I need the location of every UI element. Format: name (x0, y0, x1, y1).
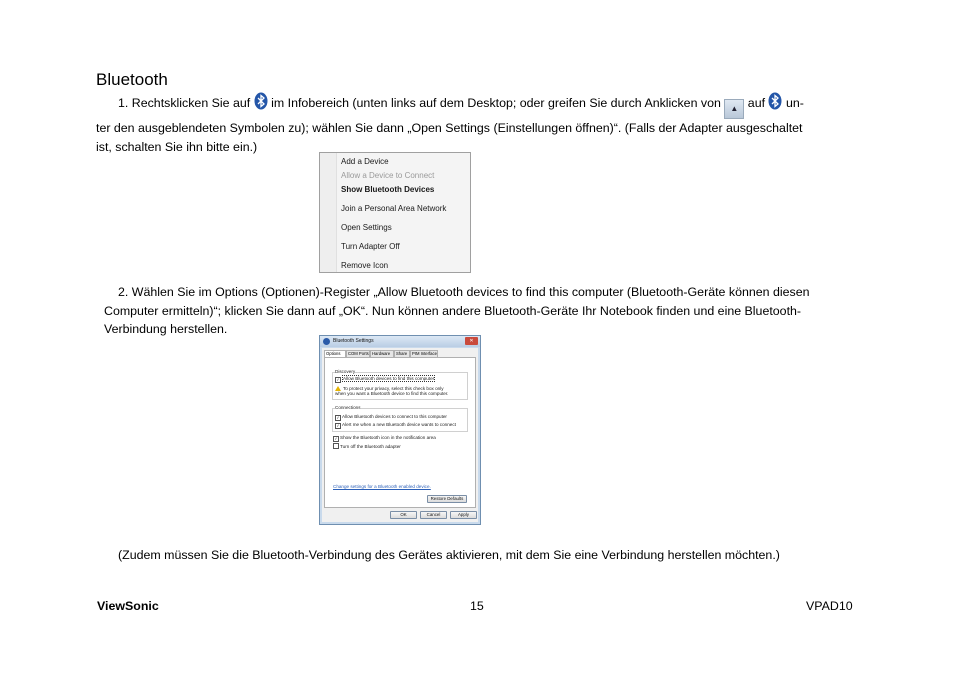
cancel-button[interactable]: Cancel (420, 511, 447, 519)
connections-label: Connections (335, 405, 361, 410)
dialog-body (322, 348, 478, 522)
footer-page-number: 15 (470, 599, 484, 613)
tab-options[interactable]: Options (324, 350, 346, 358)
bluetooth-icon (323, 338, 330, 345)
menu-item-show-devices[interactable]: Show Bluetooth Devices (341, 185, 435, 194)
discovery-group (332, 369, 468, 400)
alert-me-checkbox[interactable]: ✓ Alert me when a new Bluetooth device wants to connect (336, 422, 456, 428)
allow-connect-checkbox[interactable]: ✓ Allow Bluetooth devices to connect to this computer (336, 414, 447, 420)
menu-item-join-pan[interactable]: Join a Personal Area Network (341, 204, 447, 213)
step-2-line-2: Computer ermitteln)“; klicken Sie dann auf „OK“. Nun können andere Bluetooth-Geräte Ihr Notebook finden und eine Bluetooth- (104, 303, 802, 318)
step-2-line-3: Verbindung herstellen. (104, 322, 228, 337)
bluetooth-context-menu (319, 152, 471, 273)
menu-item-allow-connect[interactable]: Allow a Device to Connect (341, 171, 435, 180)
step-2-line-1: 2. Wählen Sie im Options (Optionen)-Register „Allow Bluetooth devices to find this computer (Bluetooth-Geräte können diesen (118, 285, 810, 299)
bluetooth-icon (768, 92, 782, 110)
footer-model: VPAD10 (806, 599, 853, 613)
step-2-paragraph (104, 283, 856, 339)
tab-pim-interface[interactable]: PIM Interface (412, 351, 437, 356)
footer-brand: ViewSonic (97, 599, 159, 613)
discovery-label: Discovery (335, 369, 356, 374)
step-1-line-3: ist, schalten Sie ihn bitte ein.) (96, 139, 258, 154)
turn-off-checkbox[interactable]: Turn off the Bluetooth adapter (333, 443, 401, 449)
note-paragraph: (Zudem müssen Sie die Bluetooth-Verbindung des Gerätes aktivieren, mit dem Sie eine Verbindung herstellen möchten.) (118, 548, 780, 562)
step-1-text-d: un- (785, 96, 804, 110)
up-arrow-icon: ▲ (724, 99, 744, 119)
step-1-text-b: im Infobereich (unten links auf dem Desktop; oder greifen Sie durch Anklicken von (271, 96, 721, 110)
dialog-titlebar (320, 336, 480, 347)
tab-com-ports[interactable]: COM Ports (348, 351, 369, 356)
step-1-text-c: auf (747, 96, 766, 110)
privacy-warning: To protect your privacy, select this check box only when you want a Bluetooth device to find this computer. (335, 386, 449, 396)
connections-group (332, 405, 468, 432)
close-icon[interactable]: ✕ (465, 337, 478, 345)
menu-item-add-device[interactable]: Add a Device (341, 157, 389, 166)
step-1-line-2: ter den ausgeblendeten Symbolen zu); wählen Sie dann „Open Settings (Einstellungen öffnen)“. (Falls der Adapter ausgeschaltet (96, 121, 803, 135)
step-1-paragraph (96, 92, 856, 156)
menu-item-open-settings[interactable]: Open Settings (341, 223, 392, 232)
page-heading: Bluetooth (96, 70, 168, 89)
menu-item-remove-icon[interactable]: Remove Icon (341, 261, 389, 270)
dialog-title: Bluetooth Settings (333, 338, 374, 344)
bluetooth-settings-dialog (319, 335, 481, 525)
restore-defaults-button[interactable]: Restore Defaults (427, 495, 467, 503)
allow-find-checkbox[interactable]: ✓ Allow Bluetooth devices to find this computer (336, 376, 435, 382)
menu-item-turn-adapter-off[interactable]: Turn Adapter Off (341, 242, 400, 251)
apply-button[interactable]: Apply (450, 511, 477, 519)
ok-button[interactable]: OK (390, 511, 417, 519)
bluetooth-icon (254, 92, 268, 110)
menu-icon-strip (320, 153, 337, 272)
change-settings-link[interactable]: Change settings for a Bluetooth enabled device. (333, 484, 431, 489)
show-icon-checkbox[interactable]: ✓ Show the Bluetooth icon in the notification area (334, 435, 436, 441)
options-panel (324, 357, 476, 508)
step-1-text-a: 1. Rechtsklicken Sie auf (118, 96, 251, 110)
tab-share[interactable]: Share (394, 350, 410, 358)
tab-hardware[interactable]: Hardware (370, 350, 394, 358)
